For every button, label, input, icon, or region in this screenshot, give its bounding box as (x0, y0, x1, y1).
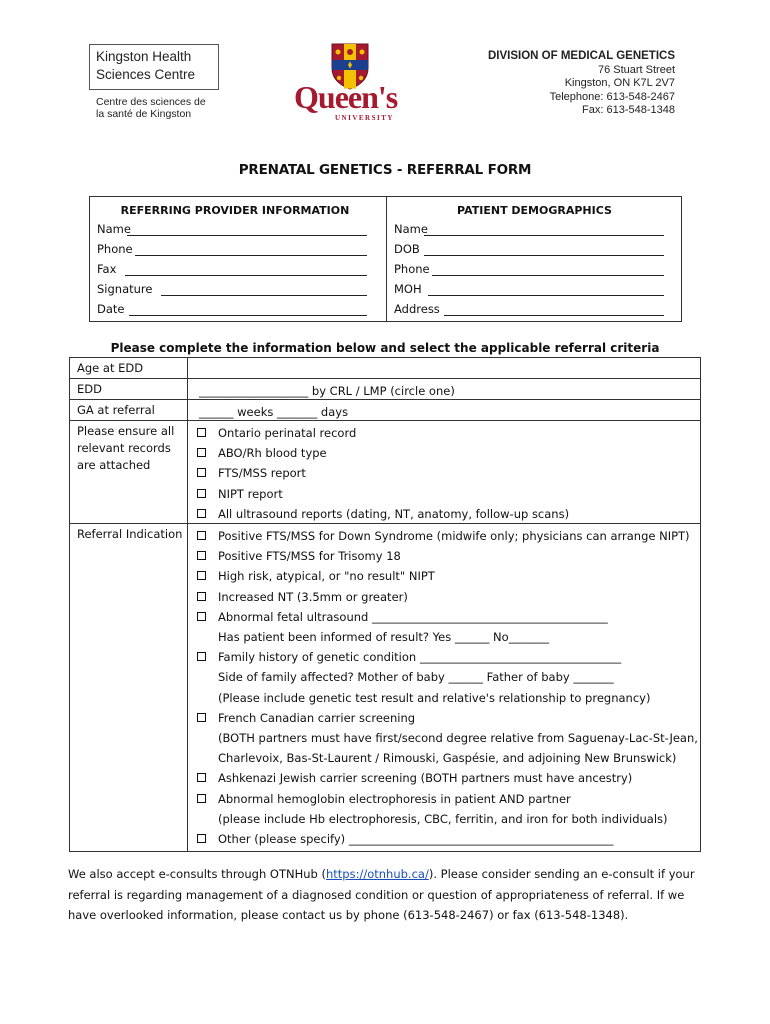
city-address: Kingston, ON K7L 2V7 (564, 77, 675, 89)
patient-phone-field[interactable] (394, 262, 430, 278)
patient-address-label: Address (394, 302, 440, 316)
provider-name-label: Name (97, 222, 131, 236)
table-row-ga (70, 399, 700, 420)
khsc-french-name (96, 96, 206, 120)
checkbox-label: Abnormal fetal ultrasound _________________________________________ (218, 609, 608, 624)
form-title: PRENATAL GENETICS - REFERRAL FORM (238, 162, 532, 178)
provider-signature-underline[interactable] (161, 295, 367, 296)
patient-section (386, 197, 682, 321)
records-label: Please ensure all relevant records are attached (70, 421, 188, 523)
patient-name-label: Name (394, 222, 428, 236)
checkbox-ontario-perinatal-record[interactable] (196, 423, 700, 443)
checkbox-square-icon[interactable] (197, 834, 206, 843)
footer-text-2: ). Please consider sending an e-consult if your referral is regarding management of a diagnosed condition or question of appropriateness of referral. If we have overlooked information, please contact us by phone (613-548-2467) or fax (613-548-1348). (68, 867, 695, 922)
checkbox-square-icon[interactable] (197, 571, 206, 580)
provider-date-underline[interactable] (129, 315, 367, 316)
checkbox-fts-mss-report[interactable] (196, 463, 700, 483)
checkbox-square-icon[interactable] (197, 794, 206, 803)
edd-label: EDD (70, 379, 188, 399)
checkbox-french-canadian[interactable] (196, 708, 700, 728)
checkbox-ultrasound-reports[interactable] (196, 504, 700, 524)
provider-patient-box (89, 196, 682, 322)
checkbox-square-icon[interactable] (197, 428, 206, 437)
checkbox-label: Increased NT (3.5mm or greater) (218, 589, 408, 604)
table-row-records (70, 420, 700, 523)
checkbox-label: Positive FTS/MSS for Down Syndrome (midwife only; physicians can arrange NIPT) (218, 529, 690, 543)
checkbox-nipt-report[interactable] (196, 484, 700, 504)
provider-name-field[interactable] (97, 222, 131, 238)
provider-phone-underline[interactable] (135, 255, 367, 256)
checkbox-square-icon[interactable] (197, 652, 206, 661)
otnhub-link[interactable]: https://otnhub.ca/ (326, 867, 429, 881)
checkbox-label: Abnormal hemoglobin electrophoresis in patient AND partner (218, 791, 571, 806)
hemoglobin-note: (please include Hb electrophoresis, CBC, ferritin, and iron for both individuals) (218, 811, 668, 826)
checkbox-abnormal-hemoglobin[interactable] (196, 789, 700, 809)
checkbox-positive-fts-down[interactable] (196, 526, 700, 546)
checkbox-other[interactable] (196, 829, 700, 849)
checkbox-square-icon[interactable] (197, 468, 206, 477)
provider-phone-label: Phone (97, 242, 133, 256)
patient-phone-underline[interactable] (432, 275, 664, 276)
provider-signature-label: Signature (97, 282, 153, 296)
records-list (188, 421, 700, 526)
patient-name-field[interactable] (394, 222, 428, 238)
ga-value: ______ weeks _______ days (199, 405, 349, 419)
checkbox-square-icon[interactable] (197, 773, 206, 782)
french-canadian-note-1: (BOTH partners must have first/second degree relative from Saguenay-Lac-St-Jean, (218, 731, 698, 746)
footer-text-1: We also accept e-consults through OTNHub ( (68, 867, 326, 881)
checkbox-label: NIPT report (218, 486, 283, 501)
footer-note (68, 864, 708, 926)
provider-name-underline[interactable] (127, 235, 367, 236)
edd-value: ___________________ by CRL / LMP (circle one) (199, 384, 455, 398)
ultrasound-informed-line[interactable]: Has patient been informed of result? Yes ______ No_______ (218, 630, 549, 645)
family-history-note: (Please include genetic test result and relative's relationship to pregnancy) (218, 690, 651, 705)
checkbox-square-icon[interactable] (197, 713, 206, 722)
checkbox-label: ABO/Rh blood type (218, 446, 327, 461)
table-row-indication (70, 523, 700, 851)
street-address: 76 Stuart Street (597, 63, 675, 76)
patient-name-underline[interactable] (424, 235, 664, 236)
queens-logo-word: Queen's (294, 79, 398, 115)
family-side-line[interactable]: Side of family affected? Mother of baby ______ Father of baby _______ (218, 670, 614, 685)
provider-phone-field[interactable] (97, 242, 133, 258)
checkbox-label: All ultrasound reports (dating, NT, anatomy, follow-up scans) (218, 506, 570, 521)
patient-moh-field[interactable] (394, 282, 422, 298)
khsc-name-line2: Sciences Centre (96, 67, 196, 82)
provider-fax-underline[interactable] (125, 275, 367, 276)
provider-date-label: Date (97, 302, 125, 316)
checkbox-square-icon[interactable] (197, 612, 206, 621)
checkbox-square-icon[interactable] (197, 489, 206, 498)
fax-number: Fax: 613-548-1348 (582, 104, 675, 116)
checkbox-label: French Canadian carrier screening (218, 710, 416, 725)
khsc-fr-line2: la santé de Kingston (96, 108, 192, 120)
patient-dob-field[interactable] (394, 242, 420, 258)
checkbox-square-icon[interactable] (197, 531, 206, 540)
checkbox-label: Positive FTS/MSS for Trisomy 18 (218, 549, 401, 564)
referral-criteria-table (69, 357, 701, 852)
instructions-heading: Please complete the information below and select the applicable referral criteria (110, 341, 660, 355)
checkbox-increased-nt[interactable] (196, 587, 700, 607)
provider-signature-field[interactable] (97, 282, 152, 298)
checkbox-label: High risk, atypical, or "no result" NIPT (218, 569, 435, 584)
checkbox-square-icon[interactable] (197, 448, 206, 457)
checkbox-square-icon[interactable] (197, 509, 206, 518)
khsc-fr-line1: Centre des sciences de (96, 96, 206, 108)
division-address (488, 50, 675, 118)
provider-date-field[interactable] (97, 302, 125, 318)
checkbox-square-icon[interactable] (197, 551, 206, 560)
table-row-edd (70, 378, 700, 399)
checkbox-label: Other (please specify) ______________________________________________ (218, 832, 614, 847)
queens-logo-sub: UNIVERSITY (335, 114, 394, 122)
provider-fax-label: Fax (97, 262, 117, 276)
checkbox-label: Family history of genetic condition ___________________________________ (218, 650, 622, 665)
khsc-logo (89, 44, 219, 90)
checkbox-abo-rh[interactable] (196, 443, 700, 463)
checkbox-label: FTS/MSS report (218, 466, 306, 481)
patient-address-underline[interactable] (444, 315, 664, 316)
provider-fax-field[interactable] (97, 262, 116, 278)
patient-dob-underline[interactable] (424, 255, 664, 256)
provider-heading: REFERRING PROVIDER INFORMATION (120, 204, 350, 217)
patient-moh-label: MOH (394, 282, 422, 296)
checkbox-high-risk-nipt[interactable] (196, 566, 700, 586)
checkbox-label: Ashkenazi Jewish carrier screening (BOTH partners must have ancestry) (218, 771, 633, 786)
indication-list (188, 524, 700, 851)
patient-phone-label: Phone (394, 262, 430, 276)
indication-label: Referral Indication (70, 524, 188, 851)
checkbox-label: Ontario perinatal record (218, 426, 357, 440)
checkbox-ashkenazi[interactable] (196, 768, 700, 788)
checkbox-square-icon[interactable] (197, 592, 206, 601)
patient-moh-underline[interactable] (428, 295, 664, 296)
checkbox-abnormal-ultrasound[interactable] (196, 607, 700, 627)
telephone-number: Telephone: 613-548-2467 (549, 90, 675, 103)
table-row-age (70, 358, 700, 378)
patient-address-field[interactable] (394, 302, 440, 318)
provider-section (90, 197, 380, 321)
department-name: DIVISION OF MEDICAL GENETICS (488, 50, 675, 62)
ga-label: GA at referral (70, 400, 188, 420)
patient-heading: PATIENT DEMOGRAPHICS (457, 204, 612, 217)
age-at-edd-field[interactable] (188, 358, 700, 362)
french-canadian-note-2: Charlevoix, Bas-St-Laurent / Rimouski, Gaspésie, and adjoining New Brunswick) (218, 751, 677, 766)
khsc-name-line1: Kingston Health (96, 49, 192, 64)
age-at-edd-label: Age at EDD (70, 358, 188, 378)
checkbox-positive-fts-t18[interactable] (196, 546, 700, 566)
patient-dob-label: DOB (394, 242, 420, 256)
checkbox-family-history[interactable] (196, 647, 700, 667)
